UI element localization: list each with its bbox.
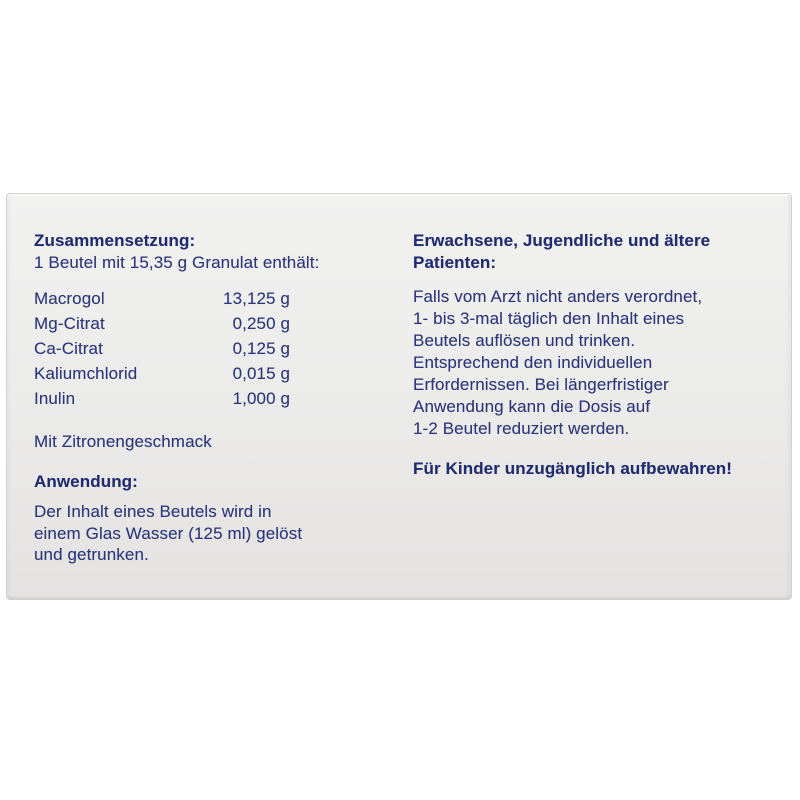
ingredient-name: Macrogol xyxy=(34,289,105,308)
dosage-line: Falls vom Arzt nicht anders verordnet, xyxy=(413,287,703,306)
package-back-panel xyxy=(7,194,791,599)
dosage-line: Beutels auflösen und trinken. xyxy=(413,331,636,350)
ingredient-amount: 0,015 g xyxy=(232,364,290,383)
dosage-line: Anwendung kann die Dosis auf xyxy=(413,397,651,416)
ingredient-name: Mg-Citrat xyxy=(34,314,105,333)
ingredient-name: Ca-Citrat xyxy=(34,339,103,358)
child-safety-warning: Für Kinder unzugänglich aufbewahren! xyxy=(413,459,733,478)
dosage-heading-line: Erwachsene, Jugendliche und ältere xyxy=(413,231,711,250)
ingredient-amount: 1,000 g xyxy=(232,389,290,408)
dosage-line: 1- bis 3-mal täglich den Inhalt eines xyxy=(413,309,685,328)
usage-line: und getrunken. xyxy=(34,545,149,564)
dosage-line: 1-2 Beutel reduziert werden. xyxy=(413,419,630,438)
dosage-paragraph xyxy=(413,286,758,440)
ingredient-amount: 13,125 g xyxy=(223,289,290,308)
ingredient-row xyxy=(34,311,290,336)
usage-line: einem Glas Wasser (125 ml) gelöst xyxy=(34,523,303,543)
ingredient-row xyxy=(34,361,290,386)
ingredient-row xyxy=(34,386,290,411)
left-column xyxy=(34,230,364,566)
package-box xyxy=(6,193,792,600)
ingredient-name: Inulin xyxy=(34,389,76,408)
usage-paragraph xyxy=(34,501,364,566)
usage-line: Der Inhalt eines Beutels wird in xyxy=(34,502,272,521)
flavor-note: Mit Zitronengeschmack xyxy=(34,432,212,451)
ingredient-list xyxy=(34,286,290,411)
ingredient-row xyxy=(34,336,290,361)
dosage-heading-line: Patienten: xyxy=(413,253,497,272)
ingredient-row xyxy=(34,286,290,311)
right-column xyxy=(413,230,758,480)
ingredient-amount: 0,250 g xyxy=(232,314,290,333)
composition-heading: Zusammensetzung: xyxy=(34,231,196,250)
ingredient-amount: 0,125 g xyxy=(232,339,290,358)
usage-heading: Anwendung: xyxy=(34,472,138,491)
dosage-heading xyxy=(413,230,758,274)
composition-intro: 1 Beutel mit 15,35 g Granulat enthält: xyxy=(34,253,320,272)
dosage-line: Entsprechend den individuellen xyxy=(413,353,653,372)
ingredient-name: Kaliumchlorid xyxy=(34,364,138,383)
dosage-line: Erfordernissen. Bei längerfristiger xyxy=(413,375,669,394)
